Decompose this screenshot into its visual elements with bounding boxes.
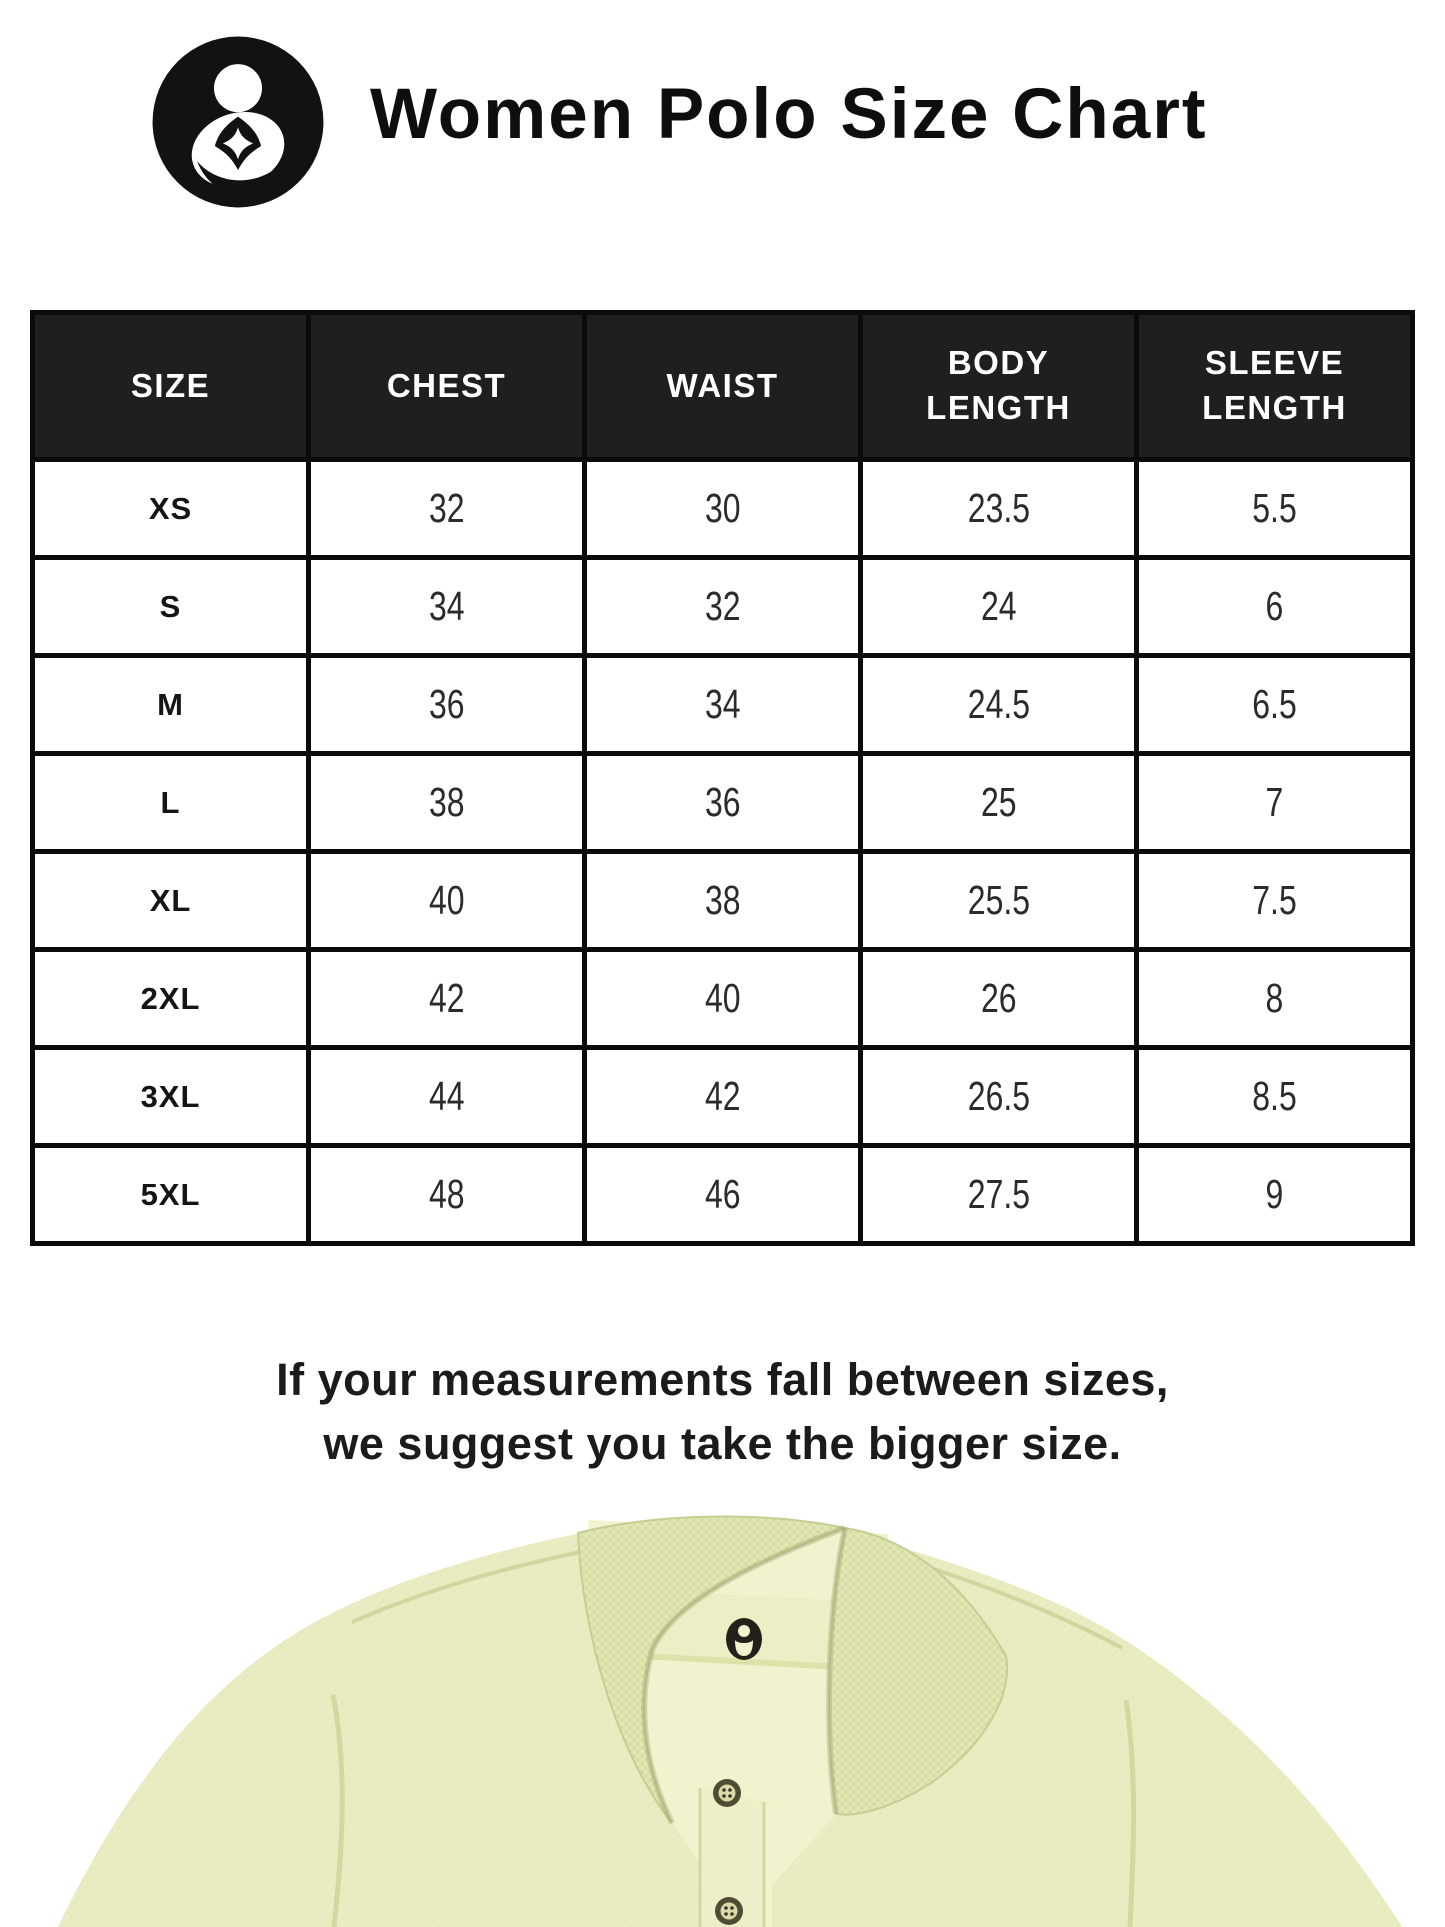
sleeve-length-cell (1137, 852, 1413, 950)
body-length-cell (861, 950, 1137, 1048)
waist-value: 38 (704, 877, 741, 923)
chest-value: 34 (428, 583, 465, 629)
size-value: L (160, 784, 181, 820)
column-header-size: SIZE (33, 313, 309, 460)
chest-cell (309, 754, 585, 852)
chest-value: 38 (428, 779, 465, 825)
chest-value: 44 (428, 1073, 465, 1119)
sleeve-length-value: 8.5 (1252, 1073, 1297, 1119)
waist-cell (585, 1146, 861, 1244)
waist-value: 42 (704, 1073, 741, 1119)
sleeve-length-value: 7 (1265, 779, 1284, 825)
header-row (33, 313, 1413, 460)
size-cell (33, 950, 309, 1048)
body-length-value: 25 (980, 779, 1017, 825)
body-length-cell (861, 754, 1137, 852)
table-row (33, 1146, 1413, 1244)
page-title: Women Polo Size Chart (370, 75, 1208, 154)
size-cell (33, 754, 309, 852)
sleeve-length-cell (1137, 1146, 1413, 1244)
chest-value: 40 (428, 877, 465, 923)
column-header-waist: WAIST (585, 313, 861, 460)
size-table (30, 310, 1415, 1246)
table-row (33, 754, 1413, 852)
size-value: 3XL (140, 1078, 201, 1114)
body-length-cell (861, 558, 1137, 656)
sizing-note (0, 1348, 1445, 1476)
chest-cell (309, 558, 585, 656)
polo-placket (700, 1779, 764, 1927)
size-table-body (33, 460, 1413, 1244)
polo-button (713, 1779, 741, 1807)
body-length-value: 26.5 (967, 1073, 1030, 1119)
size-cell (33, 460, 309, 558)
size-value: XL (149, 882, 192, 918)
table-row (33, 656, 1413, 754)
waist-cell (585, 950, 861, 1048)
table-row (33, 950, 1413, 1048)
waist-cell (585, 852, 861, 950)
waist-value: 30 (704, 485, 741, 531)
size-value: S (159, 588, 182, 624)
waist-value: 36 (704, 779, 741, 825)
sleeve-length-cell (1137, 950, 1413, 1048)
body-length-value: 27.5 (967, 1171, 1030, 1217)
waist-cell (585, 754, 861, 852)
table-row (33, 1048, 1413, 1146)
body-length-value: 24 (980, 583, 1017, 629)
sleeve-length-value: 5.5 (1252, 485, 1297, 531)
waist-value: 40 (704, 975, 741, 1021)
size-value: 2XL (140, 980, 201, 1016)
chest-cell (309, 1146, 585, 1244)
table-row (33, 852, 1413, 950)
sleeve-length-cell (1137, 558, 1413, 656)
waist-value: 32 (704, 583, 741, 629)
sleeve-length-value: 7.5 (1252, 877, 1297, 923)
body-length-value: 25.5 (967, 877, 1030, 923)
chest-cell (309, 852, 585, 950)
sleeve-length-value: 9 (1265, 1171, 1284, 1217)
table-row (33, 460, 1413, 558)
column-header-chest: CHEST (309, 313, 585, 460)
table-row (33, 558, 1413, 656)
body-length-cell (861, 852, 1137, 950)
size-value: 5XL (140, 1176, 201, 1212)
size-cell (33, 656, 309, 754)
body-length-value: 26 (980, 975, 1017, 1021)
size-table-header (33, 313, 1413, 460)
polo-shirt-image (0, 1490, 1445, 1927)
chest-cell (309, 1048, 585, 1146)
note-line-2: we suggest you take the bigger size. (323, 1418, 1122, 1469)
chest-value: 36 (428, 681, 465, 727)
size-cell (33, 558, 309, 656)
polo-button (715, 1897, 743, 1925)
sleeve-length-value: 6.5 (1252, 681, 1297, 727)
size-cell (33, 1146, 309, 1244)
note-line-1: If your measurements fall between sizes, (276, 1354, 1169, 1405)
body-length-cell (861, 460, 1137, 558)
chest-value: 48 (428, 1171, 465, 1217)
waist-value: 46 (704, 1171, 741, 1217)
sleeve-length-value: 8 (1265, 975, 1284, 1021)
sleeve-length-cell (1137, 754, 1413, 852)
chest-value: 32 (428, 485, 465, 531)
size-value: M (157, 686, 184, 722)
sleeve-length-cell (1137, 656, 1413, 754)
waist-cell (585, 558, 861, 656)
collar-label-logo-icon (726, 1618, 762, 1660)
body-length-value: 24.5 (967, 681, 1030, 727)
size-cell (33, 852, 309, 950)
brand-logo-icon (149, 33, 327, 211)
chest-cell (309, 950, 585, 1048)
column-header-sleeve-length: SLEEVE LENGTH (1137, 313, 1413, 460)
body-length-cell (861, 656, 1137, 754)
chest-cell (309, 460, 585, 558)
waist-cell (585, 1048, 861, 1146)
waist-value: 34 (704, 681, 741, 727)
sleeve-length-value: 6 (1265, 583, 1284, 629)
chest-value: 42 (428, 975, 465, 1021)
chest-cell (309, 656, 585, 754)
sleeve-length-cell (1137, 1048, 1413, 1146)
waist-cell (585, 460, 861, 558)
waist-cell (585, 656, 861, 754)
size-value: XS (148, 490, 193, 526)
body-length-value: 23.5 (967, 485, 1030, 531)
size-cell (33, 1048, 309, 1146)
body-length-cell (861, 1048, 1137, 1146)
body-length-cell (861, 1146, 1137, 1244)
sleeve-length-cell (1137, 460, 1413, 558)
column-header-body-length: BODY LENGTH (861, 313, 1137, 460)
